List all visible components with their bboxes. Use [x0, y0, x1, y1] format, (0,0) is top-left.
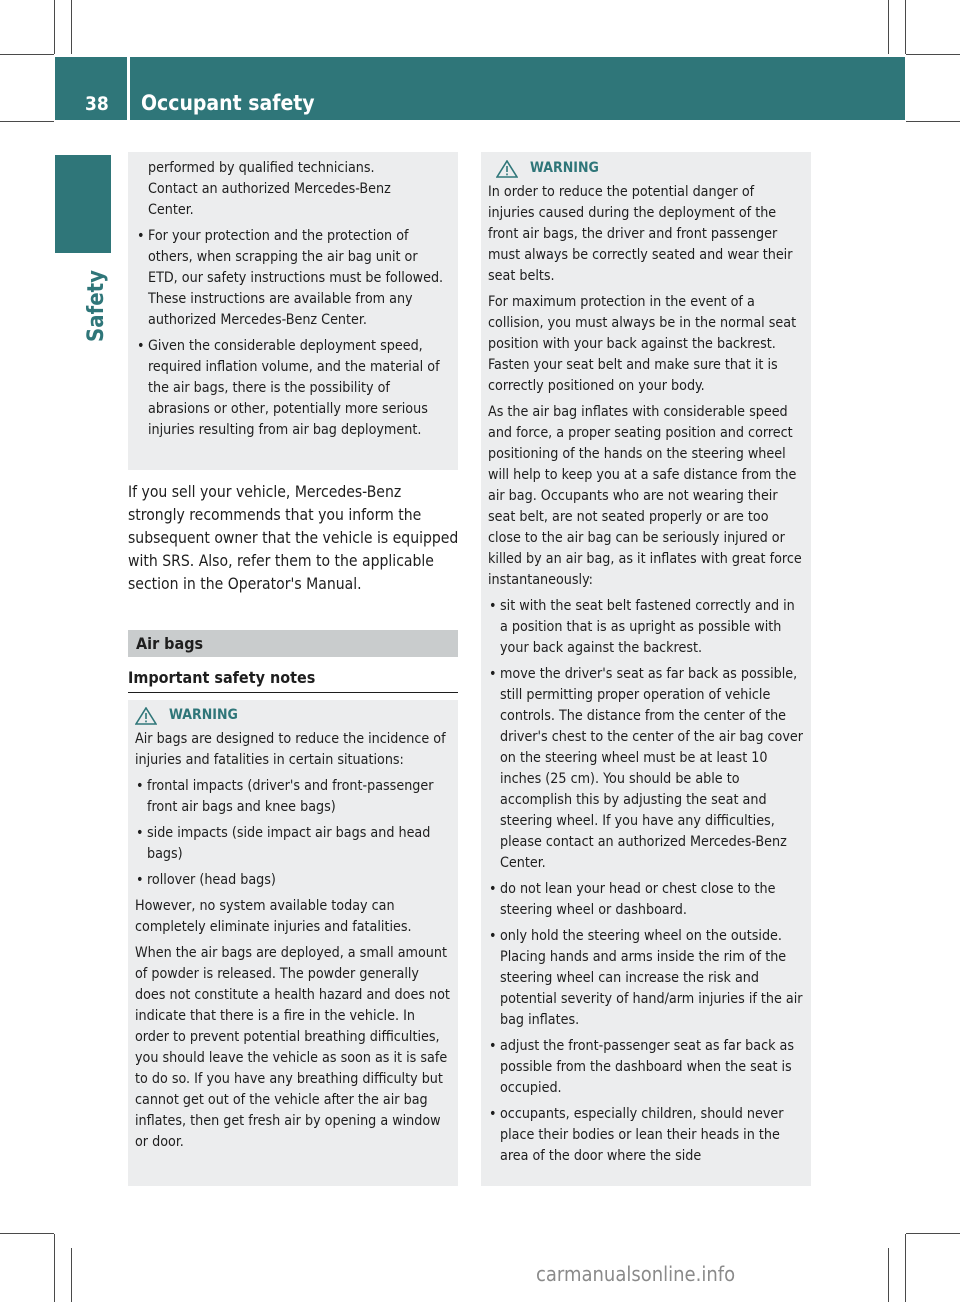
bullet-mark: •	[136, 872, 144, 888]
text-line: performed by qualified technicians.	[148, 160, 375, 176]
list-item-text: Given the considerable deployment speed, required inflation volume, and the material of the air bags, there is the possibility of abrasions or other, potentially more serious injuries resulting from air bag deployment.	[148, 338, 440, 438]
list-item	[488, 664, 804, 874]
bullet-mark: •	[136, 778, 144, 794]
list-item	[488, 926, 804, 1031]
bullet-mark: •	[489, 881, 497, 897]
page-number: 38	[85, 93, 109, 115]
list-item	[135, 776, 451, 818]
section-title: Occupant safety	[141, 91, 315, 115]
subheading: Important safety notes	[128, 668, 316, 687]
crop-mark	[905, 1234, 906, 1302]
body-paragraph: If you sell your vehicle, Mercedes-Benz strongly recommends that you inform the subsequent owner that the vehicle is equipped with SRS. Also, refer them to the applicable section in the Operator's Manual.	[128, 483, 459, 593]
warning-paragraph: However, no system available today can completely eliminate injuries and fatalities.	[135, 898, 412, 935]
list-item	[135, 823, 451, 865]
side-tab	[55, 155, 111, 253]
list-item-text: occupants, especially children, should never place their bodies or lean their heads in the area of the door where the side	[500, 1106, 784, 1164]
header-separator	[127, 57, 130, 120]
list-item-text: For your protection and the protection of others, when scrapping the air bag unit or ETD, our safety instructions must be followed. These instructions are available from any authorized Mercedes-Benz Center.	[148, 228, 444, 328]
list-item-text: rollover (head bags)	[147, 872, 276, 888]
warning-box-left	[128, 700, 458, 1186]
warning-triangle-icon	[496, 160, 518, 178]
list-item-text: move the driver's seat as far back as possible, still permitting proper operation of vehicle controls. The distance from the center of the driver's chest to the center of the air bag cover on the steering wheel must be at least 10 inches (25 cm). You should be able to accomplish this by adjusting the seat and steering wheel. If you have any difficulties, please contact an authorized Mercedes-Benz Center.	[500, 666, 803, 871]
crop-mark	[906, 1233, 960, 1234]
bullet-list	[488, 596, 804, 1167]
crop-mark	[0, 54, 54, 55]
crop-mark	[54, 1234, 55, 1302]
list-item-text: side impacts (side impact air bags and head bags)	[147, 825, 431, 862]
list-item-text: adjust the front-passenger seat as far back as possible from the dashboard when the seat is occupied.	[500, 1038, 795, 1096]
list-item-text: do not lean your head or chest close to the steering wheel or dashboard.	[500, 881, 776, 918]
list-item	[488, 1104, 804, 1167]
crop-mark	[888, 1248, 889, 1302]
warning-paragraph: When the air bags are deployed, a small amount of powder is released. The powder generally does not constitute a health hazard and does not indicate that there is a fire in the vehicle. In order to prevent potential breathing difficulties, you should leave the vehicle as soon as it is safe to do so. If you have any breathing difficulty but cannot get out of the vehicle after the air bag inflates, then get fresh air by opening a window or door.	[135, 945, 450, 1150]
text-line: Center.	[148, 202, 194, 218]
bullet-mark: •	[489, 1106, 497, 1122]
text-line: Contact an authorized Mercedes-Benz	[148, 181, 391, 197]
list-item-text: only hold the steering wheel on the outside. Placing hands and arms inside the rim of the steering wheel can increase the risk and potential severity of hand/arm injuries if the air bag inflates.	[500, 928, 803, 1028]
list-item	[136, 226, 450, 331]
section-heading: Air bags	[136, 634, 204, 653]
warning-box-right	[481, 152, 811, 1186]
bullet-mark: •	[489, 1038, 497, 1054]
bullet-mark: •	[137, 228, 145, 244]
warning-triangle-icon	[135, 707, 157, 725]
crop-mark	[905, 0, 906, 54]
bullet-mark: •	[137, 338, 145, 354]
list-item-text: sit with the seat belt fastened correctly and in a position that is as upright as possible with your back against the backrest.	[500, 598, 795, 656]
bullet-list	[136, 226, 450, 441]
continued-warning-box	[128, 152, 458, 470]
warning-paragraph: In order to reduce the potential danger of injuries caused during the deployment of the front air bags, the driver and front passenger must always be correctly seated and wear their seat belts.	[488, 184, 793, 284]
list-item	[135, 870, 451, 891]
warning-paragraph: For maximum protection in the event of a collision, you must always be in the normal seat position with your back against the backrest. Fasten your seat belt and make sure that it is correctly positioned on your body.	[488, 294, 797, 394]
warning-label: WARNING	[169, 707, 238, 723]
crop-mark	[71, 1248, 72, 1302]
footer-watermark[interactable]: carmanualsonline.info	[536, 1262, 736, 1286]
warning-intro: Air bags are designed to reduce the incidence of injuries and fatalities in certain situations:	[135, 731, 446, 768]
bullet-mark: •	[136, 825, 144, 841]
warning-header	[488, 158, 804, 179]
bullet-mark: •	[489, 666, 497, 682]
side-tab-label: Safety	[84, 269, 109, 342]
list-item	[488, 1036, 804, 1099]
subheading-rule	[128, 692, 458, 693]
bullet-list	[135, 776, 451, 891]
list-item	[136, 336, 450, 441]
bullet-mark: •	[489, 598, 497, 614]
crop-mark	[888, 0, 889, 54]
warning-paragraph: As the air bag inflates with considerable speed and force, a proper seating position and correct positioning of the hands on the steering wheel will help to keep you at a safe distance from the air bag. Occupants who are not wearing their seat belt, are not seated properly or are too close to the air bag can be seriously injured or killed by an air bag, as it inflates with great force instantaneously:	[488, 404, 802, 588]
crop-mark	[71, 0, 72, 54]
crop-mark	[54, 0, 55, 54]
list-item	[488, 596, 804, 659]
list-item-text: frontal impacts (driver's and front-passenger front air bags and knee bags)	[147, 778, 434, 815]
continued-lines	[136, 158, 450, 221]
warning-header	[135, 705, 451, 726]
crop-mark	[0, 121, 54, 122]
list-item	[488, 879, 804, 921]
crop-mark	[0, 1233, 54, 1234]
bullet-mark: •	[489, 928, 497, 944]
warning-label: WARNING	[530, 160, 599, 176]
crop-mark	[906, 121, 960, 122]
crop-mark	[906, 54, 960, 55]
